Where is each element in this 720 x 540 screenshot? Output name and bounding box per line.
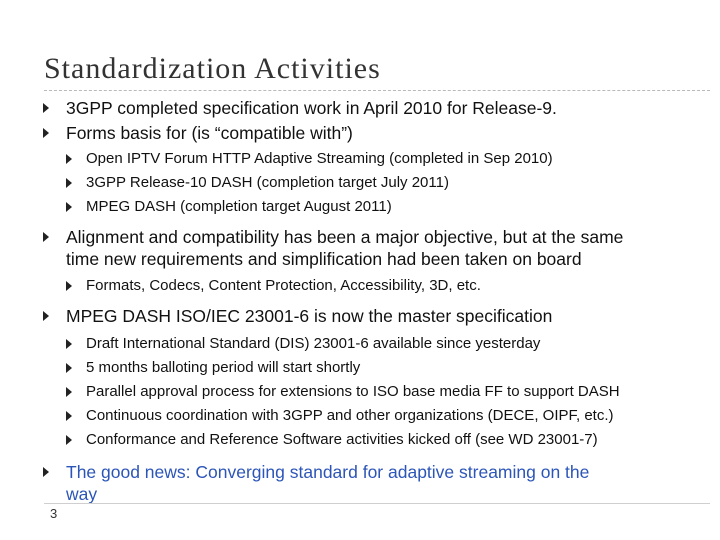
sub-bullet-3gpp-rel10 [40, 171, 710, 195]
bullet-arrow-icon [43, 467, 49, 477]
sub-bullet-balloting [40, 356, 710, 380]
sub-bullet-dis [40, 332, 710, 356]
bullet-arrow-icon [43, 232, 49, 242]
bullet-text: Forms basis for (is “compatible with”) [66, 123, 353, 143]
sub-bullet-text: 3GPP Release-10 DASH (completion target July 2011) [86, 174, 449, 191]
bullet-arrow-icon [66, 281, 72, 291]
bullet-text-line: The good news: Converging standard for adaptive streaming on the [66, 462, 590, 482]
sub-bullet-text: 5 months balloting period will start shortly [86, 359, 361, 376]
bullet-text: 3GPP completed specification work in April 2010 for Release-9. [66, 98, 557, 118]
bullet-good-news [40, 461, 710, 505]
bullet-text-line: Alignment and compatibility has been a major objective, but at the same [66, 227, 624, 247]
bullet-arrow-icon [43, 103, 49, 113]
bullet-arrow-icon [66, 411, 72, 421]
sub-bullet-coordination [40, 404, 710, 428]
slide-title: Standardization Activities [44, 52, 381, 85]
sub-bullet-oipf [40, 147, 710, 171]
bullet-alignment [40, 226, 710, 270]
sub-bullet-conformance [40, 428, 710, 452]
footer-divider [44, 503, 710, 504]
bullet-arrow-icon [66, 339, 72, 349]
title-divider [44, 90, 710, 91]
sub-bullet-text: Parallel approval process for extensions to ISO base media FF to support DASH [86, 383, 620, 400]
bullet-arrow-icon [43, 128, 49, 138]
sub-bullet-parallel-approval [40, 380, 710, 404]
bullet-text-line: time new requirements and simplification had been taken on board [66, 249, 582, 269]
bullet-arrow-icon [66, 435, 72, 445]
bullet-arrow-icon [66, 202, 72, 212]
sub-bullet-text: Conformance and Reference Software activities kicked off (see WD 23001-7) [86, 431, 598, 448]
bullet-arrow-icon [66, 178, 72, 188]
bullet-arrow-icon [66, 154, 72, 164]
bullet-text: MPEG DASH ISO/IEC 23001-6 is now the master specification [66, 306, 553, 326]
page-number: 3 [50, 506, 58, 521]
bullet-arrow-icon [66, 387, 72, 397]
sub-bullet-formats [40, 274, 710, 298]
sub-bullet-mpeg-dash [40, 195, 710, 219]
sub-bullet-text: Open IPTV Forum HTTP Adaptive Streaming (completed in Sep 2010) [86, 150, 553, 167]
bullet-master-spec [40, 305, 710, 327]
sub-bullet-text: MPEG DASH (completion target August 2011) [86, 198, 392, 215]
bullet-forms-basis [40, 122, 710, 144]
bullet-arrow-icon [43, 311, 49, 321]
sub-bullet-text: Draft International Standard (DIS) 23001-6 available since yesterday [86, 335, 541, 352]
bullet-text-line: way [66, 484, 98, 504]
sub-bullet-text: Formats, Codecs, Content Protection, Accessibility, 3D, etc. [86, 277, 481, 294]
bullet-arrow-icon [66, 363, 72, 373]
bullet-release9 [40, 97, 710, 119]
slide-body [40, 95, 710, 505]
sub-bullet-text: Continuous coordination with 3GPP and other organizations (DECE, OIPF, etc.) [86, 407, 614, 424]
